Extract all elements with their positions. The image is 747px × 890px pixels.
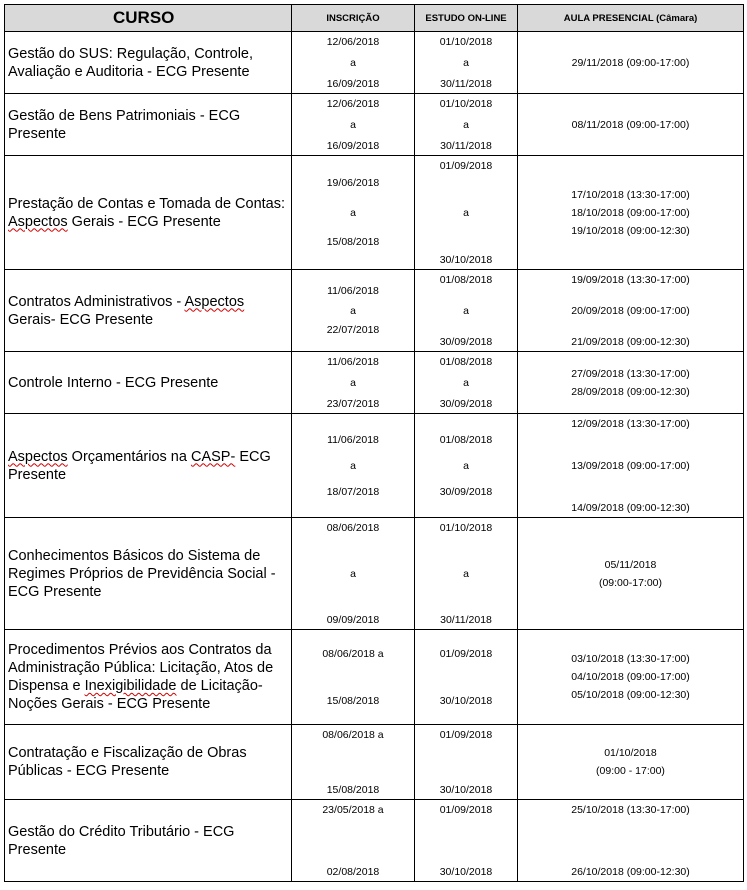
online-study-cell <box>415 800 518 882</box>
presential-class-cell <box>518 156 744 270</box>
presential-class-line: 08/11/2018 (09:00-17:00) <box>571 118 690 131</box>
inscription-line: 08/06/2018 <box>326 521 380 534</box>
online-study-line: 01/08/2018 <box>439 273 493 286</box>
course-name-cell <box>5 94 292 156</box>
inscription-line: 08/06/2018 a <box>322 728 384 741</box>
presential-class-line: 05/11/2018 <box>604 558 657 571</box>
course-name-text: Contratos Administrativos - <box>8 293 185 310</box>
presential-class-stack <box>518 98 743 152</box>
presential-class-line: 01/10/2018 <box>604 747 657 759</box>
online-study-line: 01/10/2018 <box>439 35 493 48</box>
online-study-line: 01/09/2018 <box>439 803 493 816</box>
course-name-flagged-word: Aspectos <box>184 293 245 310</box>
inscription-line: a <box>350 56 356 69</box>
inscription-cell <box>292 630 415 725</box>
table-row <box>5 800 744 882</box>
online-study-line: a <box>463 567 469 580</box>
presential-class-stack <box>518 36 743 90</box>
header-online-study: ESTUDO ON-LINE <box>415 5 518 32</box>
online-study-line: a <box>463 118 469 131</box>
inscription-line: 16/09/2018 <box>326 139 380 152</box>
presential-class-cell <box>518 94 744 156</box>
presential-class-line: (09:00-17:00) <box>598 576 663 589</box>
presential-class-stack <box>518 356 743 410</box>
course-name-text: ECG Presente <box>8 448 271 483</box>
header-course: CURSO <box>5 5 292 32</box>
online-study-cell <box>415 725 518 800</box>
presential-class-line: (09:00 - 17:00) <box>596 765 665 777</box>
online-study-stack <box>415 160 517 266</box>
presential-class-line: 27/09/2018 (13:30-17:00) <box>571 367 690 380</box>
course-name-cell <box>5 156 292 270</box>
presential-class-line: 19/09/2018 (13:30-17:00) <box>571 273 690 286</box>
inscription-line: 12/06/2018 <box>326 97 380 110</box>
inscription-line: 11/06/2018 <box>327 285 379 297</box>
presential-class-line: 03/10/2018 (13:30-17:00) <box>571 653 690 665</box>
inscription-stack <box>292 522 414 626</box>
course-name-flagged-word: Inexigibilidade <box>84 678 177 694</box>
online-study-line: 30/11/2018 <box>440 77 492 90</box>
course-name-text: Procedimentos Prévios aos Contratos da Administração Pública: Licitação, Atos de Dispensa e <box>8 642 274 694</box>
presential-class-stack <box>518 804 743 878</box>
presential-class-cell <box>518 414 744 518</box>
online-study-line: a <box>463 56 469 69</box>
table-row <box>5 352 744 414</box>
presential-class-line: 25/10/2018 (13:30-17:00) <box>571 803 690 816</box>
inscription-cell <box>292 156 415 270</box>
online-study-line: 30/10/2018 <box>439 783 493 796</box>
online-study-stack <box>415 434 517 498</box>
presential-class-line: 26/10/2018 (09:00-12:30) <box>571 865 690 878</box>
inscription-line: 23/05/2018 a <box>322 803 384 816</box>
online-study-line: 30/10/2018 <box>439 865 493 878</box>
course-name-cell <box>5 630 292 725</box>
presential-class-line: 29/11/2018 (09:00-17:00) <box>571 56 690 69</box>
online-study-line: 01/10/2018 <box>439 97 493 110</box>
online-study-line: a <box>463 459 469 472</box>
online-study-stack <box>415 804 517 878</box>
course-name-text: Gestão do Crédito Tributário - ECG Presente <box>8 823 235 858</box>
presential-class-line: 14/09/2018 (09:00-12:30) <box>571 501 690 514</box>
course-name-text: Orçamentários na <box>67 448 191 465</box>
online-study-line: 01/09/2018 <box>439 728 493 741</box>
inscription-line: 12/06/2018 <box>326 35 380 48</box>
online-study-line: 30/09/2018 <box>439 485 493 498</box>
presential-class-line: 17/10/2018 (13:30-17:00) <box>571 188 690 201</box>
course-name-flagged-word: Aspectos <box>8 448 68 465</box>
table-body <box>5 32 744 882</box>
presential-class-stack <box>518 522 743 626</box>
presential-class-line: 28/09/2018 (09:00-12:30) <box>571 385 690 398</box>
presential-class-stack <box>518 418 743 514</box>
online-study-cell <box>415 156 518 270</box>
inscription-line: 11/06/2018 <box>327 355 379 368</box>
table-row <box>5 518 744 630</box>
inscription-line: 09/09/2018 <box>326 613 380 626</box>
inscription-line: 02/08/2018 <box>326 865 380 878</box>
inscription-line: a <box>350 459 356 472</box>
inscription-cell <box>292 32 415 94</box>
course-name-cell <box>5 725 292 800</box>
inscription-line: 15/08/2018 <box>326 783 380 796</box>
online-study-cell <box>415 352 518 414</box>
table-row <box>5 630 744 725</box>
online-study-stack <box>415 522 517 626</box>
presential-class-stack <box>518 729 743 796</box>
inscription-line: a <box>350 304 356 317</box>
presential-class-cell <box>518 518 744 630</box>
inscription-line: 16/09/2018 <box>326 77 380 90</box>
online-study-line: 30/11/2018 <box>440 139 492 152</box>
presential-class-stack <box>518 274 743 348</box>
presential-class-stack <box>518 160 743 266</box>
table-row <box>5 725 744 800</box>
course-schedule-table <box>4 4 744 882</box>
inscription-stack <box>292 804 414 878</box>
presential-class-line: 13/09/2018 (09:00-17:00) <box>571 459 690 472</box>
inscription-cell <box>292 725 415 800</box>
presential-class-line: 12/09/2018 (13:30-17:00) <box>571 417 690 430</box>
online-study-cell <box>415 414 518 518</box>
table-row <box>5 156 744 270</box>
inscription-stack <box>292 434 414 498</box>
online-study-cell <box>415 630 518 725</box>
course-name-text: Conhecimentos Básicos do Sistema de Regimes Próprios de Previdência Social - ECG Presente <box>8 547 276 600</box>
inscription-stack <box>292 36 414 90</box>
online-study-line: 30/09/2018 <box>439 397 493 410</box>
presential-class-cell <box>518 725 744 800</box>
inscription-stack <box>292 648 414 707</box>
table-row <box>5 94 744 156</box>
header-presential-class: AULA PRESENCIAL (Câmara) <box>518 5 744 32</box>
presential-class-line: 05/10/2018 (09:00-12:30) <box>571 689 690 701</box>
online-study-cell <box>415 270 518 352</box>
presential-class-line: 21/09/2018 (09:00-12:30) <box>571 335 690 348</box>
presential-class-stack <box>518 634 743 721</box>
online-study-stack <box>415 274 517 348</box>
online-study-line: a <box>463 376 469 389</box>
inscription-stack <box>292 356 414 410</box>
inscription-line: 11/06/2018 <box>327 433 379 446</box>
inscription-line: 19/06/2018 <box>326 177 380 189</box>
inscription-line: a <box>350 118 356 131</box>
online-study-line: 01/09/2018 <box>439 647 493 660</box>
inscription-stack <box>292 98 414 152</box>
course-name-flagged-word: Aspectos <box>8 213 68 230</box>
inscription-line: a <box>350 376 356 389</box>
inscription-cell <box>292 94 415 156</box>
presential-class-cell <box>518 270 744 352</box>
inscription-line: a <box>350 567 356 580</box>
presential-class-line: 19/10/2018 (09:00-12:30) <box>571 224 690 237</box>
inscription-stack <box>292 177 414 248</box>
presential-class-line: 04/10/2018 (09:00-17:00) <box>571 671 690 683</box>
online-study-stack <box>415 36 517 90</box>
course-name-text: Gerais - ECG Presente <box>67 213 221 230</box>
online-study-line: 30/09/2018 <box>439 335 493 348</box>
course-name-cell <box>5 518 292 630</box>
online-study-cell <box>415 94 518 156</box>
course-name-text: Contratação e Fiscalização de Obras Públicas - ECG Presente <box>8 745 247 779</box>
online-study-line: 30/11/2018 <box>440 613 492 626</box>
online-study-line: 01/09/2018 <box>439 159 493 172</box>
course-name-flagged-word: CASP- <box>190 448 236 465</box>
table-row <box>5 414 744 518</box>
presential-class-cell <box>518 32 744 94</box>
table-row <box>5 32 744 94</box>
inscription-line: 15/08/2018 <box>326 694 380 707</box>
presential-class-cell <box>518 800 744 882</box>
inscription-stack <box>292 729 414 796</box>
presential-class-line: 20/09/2018 (09:00-17:00) <box>571 304 690 317</box>
online-study-line: 01/08/2018 <box>439 433 493 446</box>
online-study-line: 01/10/2018 <box>439 521 493 534</box>
inscription-cell <box>292 800 415 882</box>
presential-class-cell <box>518 352 744 414</box>
online-study-line: a <box>463 206 469 219</box>
inscription-cell <box>292 270 415 352</box>
course-name-cell <box>5 352 292 414</box>
inscription-line: 15/08/2018 <box>326 236 380 248</box>
course-name-text: de Licitação-Noções Gerais - ECG Presente <box>8 678 263 712</box>
inscription-cell <box>292 518 415 630</box>
online-study-stack <box>415 356 517 410</box>
table-row <box>5 270 744 352</box>
presential-class-cell <box>518 630 744 725</box>
header-inscription: INSCRIÇÃO <box>292 5 415 32</box>
online-study-stack <box>415 729 517 796</box>
course-name-text: Gerais- ECG Presente <box>8 311 154 328</box>
online-study-line: 30/10/2018 <box>439 253 493 266</box>
inscription-stack <box>292 285 414 336</box>
inscription-line: 08/06/2018 a <box>322 647 384 660</box>
online-study-stack <box>415 648 517 707</box>
inscription-cell <box>292 352 415 414</box>
inscription-line: 22/07/2018 <box>326 324 380 336</box>
online-study-cell <box>415 518 518 630</box>
course-name-cell <box>5 270 292 352</box>
online-study-line: 01/08/2018 <box>439 355 493 368</box>
inscription-line: 18/07/2018 <box>326 485 380 498</box>
online-study-line: a <box>463 304 469 317</box>
inscription-line: a <box>350 206 356 219</box>
course-name-text: Gestão do SUS: Regulação, Controle, Avaliação e Auditoria - ECG Presente <box>8 45 254 80</box>
inscription-cell <box>292 414 415 518</box>
online-study-cell <box>415 32 518 94</box>
presential-class-line: 18/10/2018 (09:00-17:00) <box>571 206 690 219</box>
course-name-cell <box>5 414 292 518</box>
course-name-text: Gestão de Bens Patrimoniais - ECG Presente <box>8 107 241 142</box>
course-name-text: Controle Interno - ECG Presente <box>8 374 219 391</box>
header-row <box>5 5 744 32</box>
inscription-line: 23/07/2018 <box>326 397 380 410</box>
course-name-cell <box>5 32 292 94</box>
course-name-cell <box>5 800 292 882</box>
online-study-line: 30/10/2018 <box>439 694 493 707</box>
online-study-stack <box>415 98 517 152</box>
course-name-text: Prestação de Contas e Tomada de Contas: <box>8 195 286 212</box>
